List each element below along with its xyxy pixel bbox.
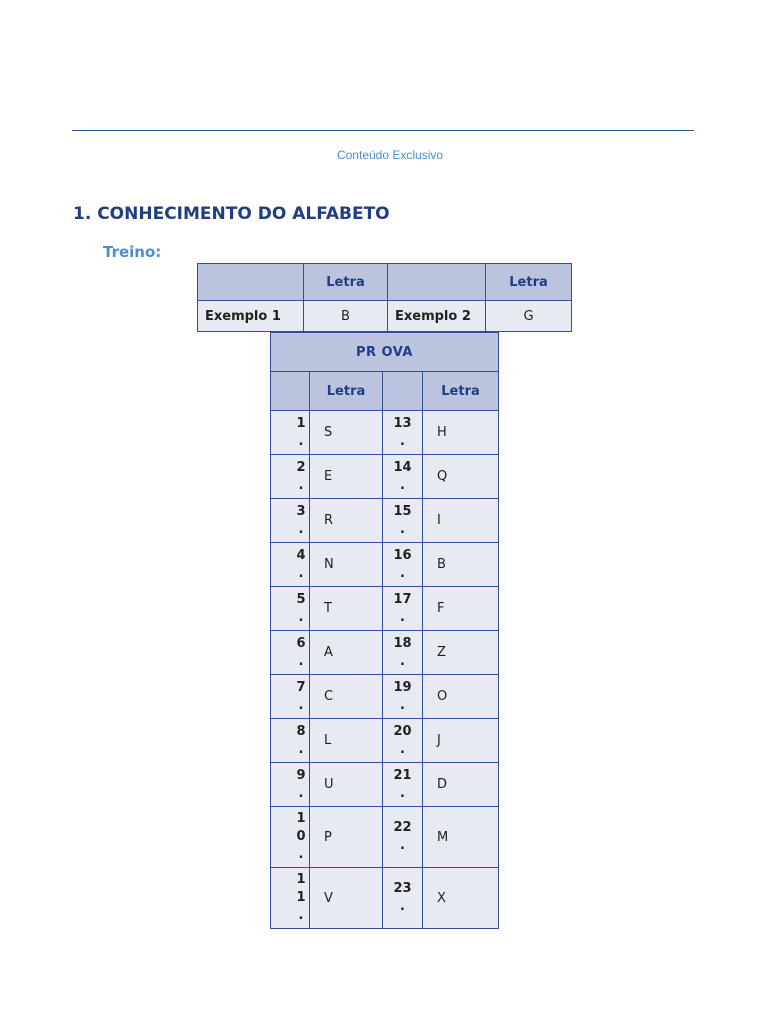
prova-number-part: 2 (296, 459, 306, 475)
examples-header-row (198, 264, 572, 301)
prova-number-part: 14 (393, 459, 412, 475)
prova-row (271, 543, 499, 587)
prova-number-right (383, 411, 423, 455)
prova-number-part: 4 (296, 547, 306, 563)
prova-letter-left: T (310, 587, 383, 631)
prova-number-part: 17 (393, 591, 412, 607)
example-value: B (304, 301, 388, 332)
prova-number-part: . (400, 565, 405, 581)
prova-title-row (271, 333, 499, 372)
examples-header-empty-cell (198, 264, 304, 301)
prova-number-part: . (298, 785, 304, 801)
prova-number-left (271, 411, 310, 455)
prova-letter-left: R (310, 499, 383, 543)
prova-number-right (383, 807, 423, 868)
prova-number-right (383, 868, 423, 929)
prova-letter-right: H (423, 411, 499, 455)
prova-header-empty-cell (271, 372, 310, 411)
prova-row (271, 411, 499, 455)
prova-number-right (383, 543, 423, 587)
prova-number-part: 0 (296, 829, 306, 844)
prova-letter-right: Q (423, 455, 499, 499)
prova-number-part: . (400, 477, 405, 493)
prova-letter-right: D (423, 763, 499, 807)
prova-letter-right: I (423, 499, 499, 543)
prova-header-empty-cell (383, 372, 423, 411)
prova-number-part: . (400, 433, 405, 449)
prova-number-part: . (400, 521, 405, 537)
prova-letter-right: B (423, 543, 499, 587)
prova-number-part: 13 (393, 415, 412, 431)
prova-letter-left: P (310, 807, 383, 868)
prova-row (271, 455, 499, 499)
prova-header-row (271, 372, 499, 411)
example-label: Exemplo 1 (198, 301, 304, 332)
prova-number-left (271, 719, 310, 763)
prova-letter-right: X (423, 868, 499, 929)
example-label: Exemplo 2 (388, 301, 486, 332)
prova-number-right (383, 499, 423, 543)
prova-number-left (271, 587, 310, 631)
prova-number-part: 1 (296, 415, 306, 431)
header-divider (72, 130, 694, 131)
prova-number-part: . (400, 609, 405, 625)
prova-row (271, 499, 499, 543)
prova-number-part: 6 (296, 635, 306, 651)
prova-number-part: 1 (296, 890, 306, 905)
prova-number-left (271, 543, 310, 587)
examples-table (197, 263, 572, 332)
prova-number-part: . (400, 697, 405, 713)
prova-number-part: . (298, 847, 304, 862)
prova-number-part: 15 (393, 503, 412, 519)
prova-number-part: . (400, 785, 405, 801)
header-text: Conteúdo Exclusivo (336, 148, 444, 162)
prova-number-part: 7 (296, 679, 306, 695)
prova-number-part: . (298, 609, 304, 625)
prova-letter-left: A (310, 631, 383, 675)
prova-row (271, 763, 499, 807)
prova-number-right (383, 719, 423, 763)
prova-number-part: 18 (393, 635, 412, 651)
prova-number-part: 8 (296, 723, 306, 739)
prova-row (271, 631, 499, 675)
prova-number-left (271, 763, 310, 807)
prova-row (271, 587, 499, 631)
prova-number-part: 5 (296, 591, 306, 607)
prova-letter-header: Letra (310, 372, 383, 411)
examples-row (198, 301, 572, 332)
prova-number-part: . (298, 565, 304, 581)
examples-header-empty-cell (388, 264, 486, 301)
prova-number-part: 23 (393, 881, 412, 896)
prova-number-part: . (298, 477, 304, 493)
prova-number-right (383, 587, 423, 631)
prova-number-part: . (298, 653, 304, 669)
prova-number-part: 20 (393, 723, 412, 739)
prova-row (271, 719, 499, 763)
prova-number-left (271, 499, 310, 543)
prova-letter-right: M (423, 807, 499, 868)
prova-number-part: 19 (393, 679, 412, 695)
prova-body (271, 411, 499, 929)
prova-row (271, 868, 499, 929)
prova-number-right (383, 763, 423, 807)
prova-number-part: 21 (393, 767, 412, 783)
prova-letter-left: V (310, 868, 383, 929)
prova-row (271, 807, 499, 868)
section-title: 1. CONHECIMENTO DO ALFABETO (73, 204, 390, 224)
prova-letter-right: J (423, 719, 499, 763)
prova-number-part: . (298, 697, 304, 713)
prova-letter-right: Z (423, 631, 499, 675)
prova-number-part: . (400, 899, 405, 914)
prova-letter-left: S (310, 411, 383, 455)
prova-number-part: 1 (296, 872, 306, 887)
prova-number-part: 1 (296, 811, 306, 826)
prova-number-part: . (298, 908, 304, 923)
prova-number-right (383, 455, 423, 499)
prova-letter-left: C (310, 675, 383, 719)
prova-letter-right: F (423, 587, 499, 631)
prova-number-left (271, 868, 310, 929)
prova-letter-right: O (423, 675, 499, 719)
prova-number-part: . (298, 433, 304, 449)
prova-letter-left: U (310, 763, 383, 807)
prova-title: PR OVA (271, 333, 499, 372)
prova-number-part: 3 (296, 503, 306, 519)
examples-letter-header: Letra (304, 264, 388, 301)
prova-number-right (383, 675, 423, 719)
prova-number-part: 16 (393, 547, 412, 563)
prova-number-part: 22 (393, 820, 412, 835)
prova-number-part: 9 (296, 767, 306, 783)
prova-number-left (271, 675, 310, 719)
prova-number-left (271, 631, 310, 675)
prova-letter-left: E (310, 455, 383, 499)
example-value: G (486, 301, 572, 332)
prova-letter-left: N (310, 543, 383, 587)
prova-number-part: . (400, 741, 405, 757)
examples-letter-header: Letra (486, 264, 572, 301)
prova-letter-left: L (310, 719, 383, 763)
prova-number-part: . (400, 653, 405, 669)
prova-number-left (271, 807, 310, 868)
prova-number-right (383, 631, 423, 675)
section-subtitle: Treino: (103, 243, 162, 261)
prova-number-left (271, 455, 310, 499)
prova-number-part: . (400, 838, 405, 853)
prova-table (270, 332, 499, 929)
prova-number-part: . (298, 741, 304, 757)
prova-number-part: . (298, 521, 304, 537)
prova-letter-header: Letra (423, 372, 499, 411)
prova-row (271, 675, 499, 719)
